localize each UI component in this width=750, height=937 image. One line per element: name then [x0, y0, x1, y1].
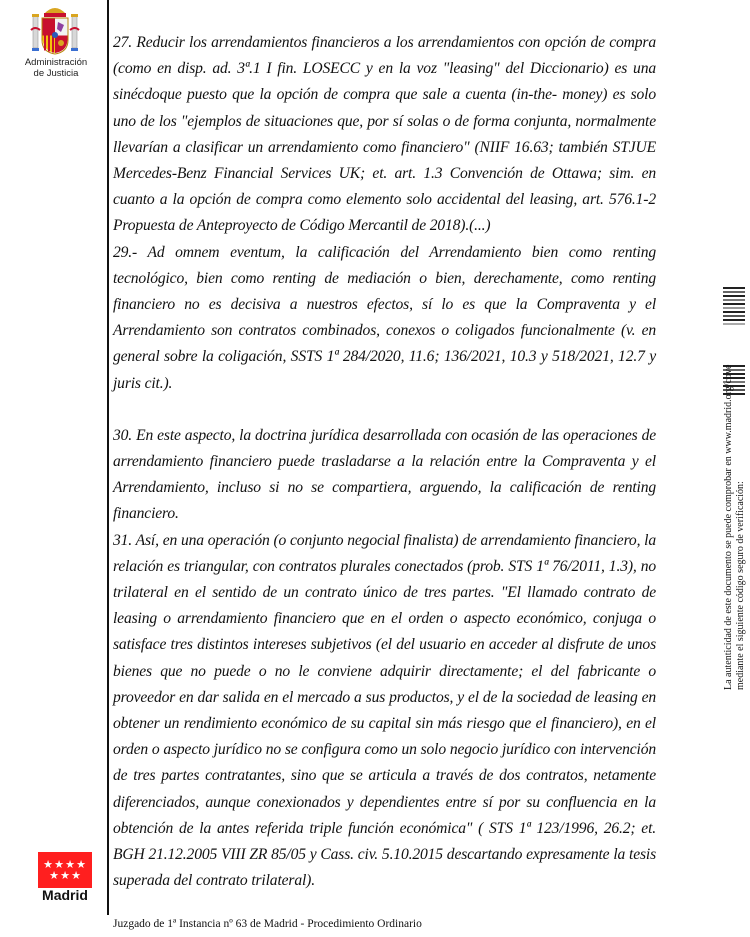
svg-text:★: ★ — [71, 869, 81, 882]
stars-icon — [38, 852, 92, 888]
coat-of-arms-icon — [30, 2, 80, 58]
institution-label-line1: Administración — [24, 57, 88, 68]
verification-line2: mediante el siguiente código seguro de verificación: — [735, 481, 746, 690]
institution-label — [18, 57, 94, 79]
institution-label-line2: de Justicia — [33, 68, 79, 79]
svg-text:★: ★ — [43, 858, 53, 871]
madrid-flag-icon — [38, 852, 92, 888]
svg-text:★: ★ — [54, 858, 64, 871]
svg-text:★: ★ — [60, 869, 70, 882]
verification-notice — [723, 365, 747, 690]
svg-text:★: ★ — [65, 858, 75, 871]
paragraph-30: 30. En este aspecto, la doctrina jurídica desarrollada con ocasión de las operaciones de arrendamiento financiero puede trasladarse a la relación entre la Compraventa y el Arrendamiento, incluso si no se compartiera, arguendo, la calificación de renting financiero. — [113, 426, 656, 523]
paragraph-31: 31. Así, en una operación (o conjunto negocial finalista) de arrendamiento financiero, la relación es triangular, con contratos plurales conectados (prob. STS 1ª 76/2011, 1.3), no trilateral en el sentido de un contrato único de tres partes. "El llamado contrato de leasing o arrendamiento financiero que en el orden o aspecto económico, conjuga o satisface tres distintos intereses subjetivos (el del usuario en acceder al disfrute de unos bienes que no puede o no le conviene adquirir directamente; el del fabricante o proveedor en dar salida en el mercado a sus productos, y el de la sociedad de leasing en obtener un rendimiento económico de su capital sin más riesgo que el financiero), en el orden o aspecto jurídico no se configura como un solo negocio jurídico con intervención de tres partes contratantes, sino que se articula a través de dos contratos, netamente diferenciados, aunque conexionados y dependientes entre sí por su confluencia en la obtención de la antes referida triple función económica" ( STS 1ª 123/1996, 26.2; et. BGH 21.12.2005 VIII ZR 85/05 y Cass. civ. 5.10.2015 descartando expresamente la tesis superada del contrato trilateral). — [113, 531, 656, 890]
barcode-top-icon — [723, 287, 745, 327]
document-body — [113, 30, 656, 895]
margin-rule — [107, 0, 109, 915]
verification-line1: La autenticidad de este documento se puede comprobar en www.madrid.org/cove — [723, 364, 734, 690]
paragraph-29: 29.- Ad omnem eventum, la calificación del Arrendamiento bien como renting tecnológico, bien como renting de mediación o bien, derechamente, como renting financiero no es decisiva a nuestros efectos, sí lo es que la Compraventa y el Arrendamiento son contratos combinados, conexos o coligados funcionalmente (v. en general sobre la coligación, SSTS 1ª 284/2020, 11.6; 136/2021, 10.3 y 518/2021, 12.7 y juris cit.). — [113, 243, 656, 392]
svg-text:★: ★ — [76, 858, 86, 871]
paragraph-27: 27. Reducir los arrendamientos financieros a los arrendamientos con opción de compra (como en disp. ad. 3ª.1 I fin. LOSECC y en la voz "leasing" del Diccionario) es una sinécdoque puesto que la opción de compra que sale a cuenta (in-the- money) es solo uno de los "ejemplos de situaciones que, por sí solas o de forma conjunta, normalmente llevarían a clasificar un arrendamiento como financiero" (NIIF 16.63; también STJUE Mercedes-Benz Financial Services UK; et. art. 1.3 Convención de Ottawa; sim. en cuanto a la opción de compra como elemento solo accidental del leasing, art. 576.1-2 Propuesta de Anteproyecto de Código Mercantil de 2018).(...) — [113, 34, 656, 235]
madrid-logo-label: Madrid — [42, 887, 88, 903]
footer-court: Juzgado de 1ª Instancia nº 63 de Madrid - Procedimiento Ordinario — [113, 918, 422, 930]
svg-text:★: ★ — [49, 869, 59, 882]
